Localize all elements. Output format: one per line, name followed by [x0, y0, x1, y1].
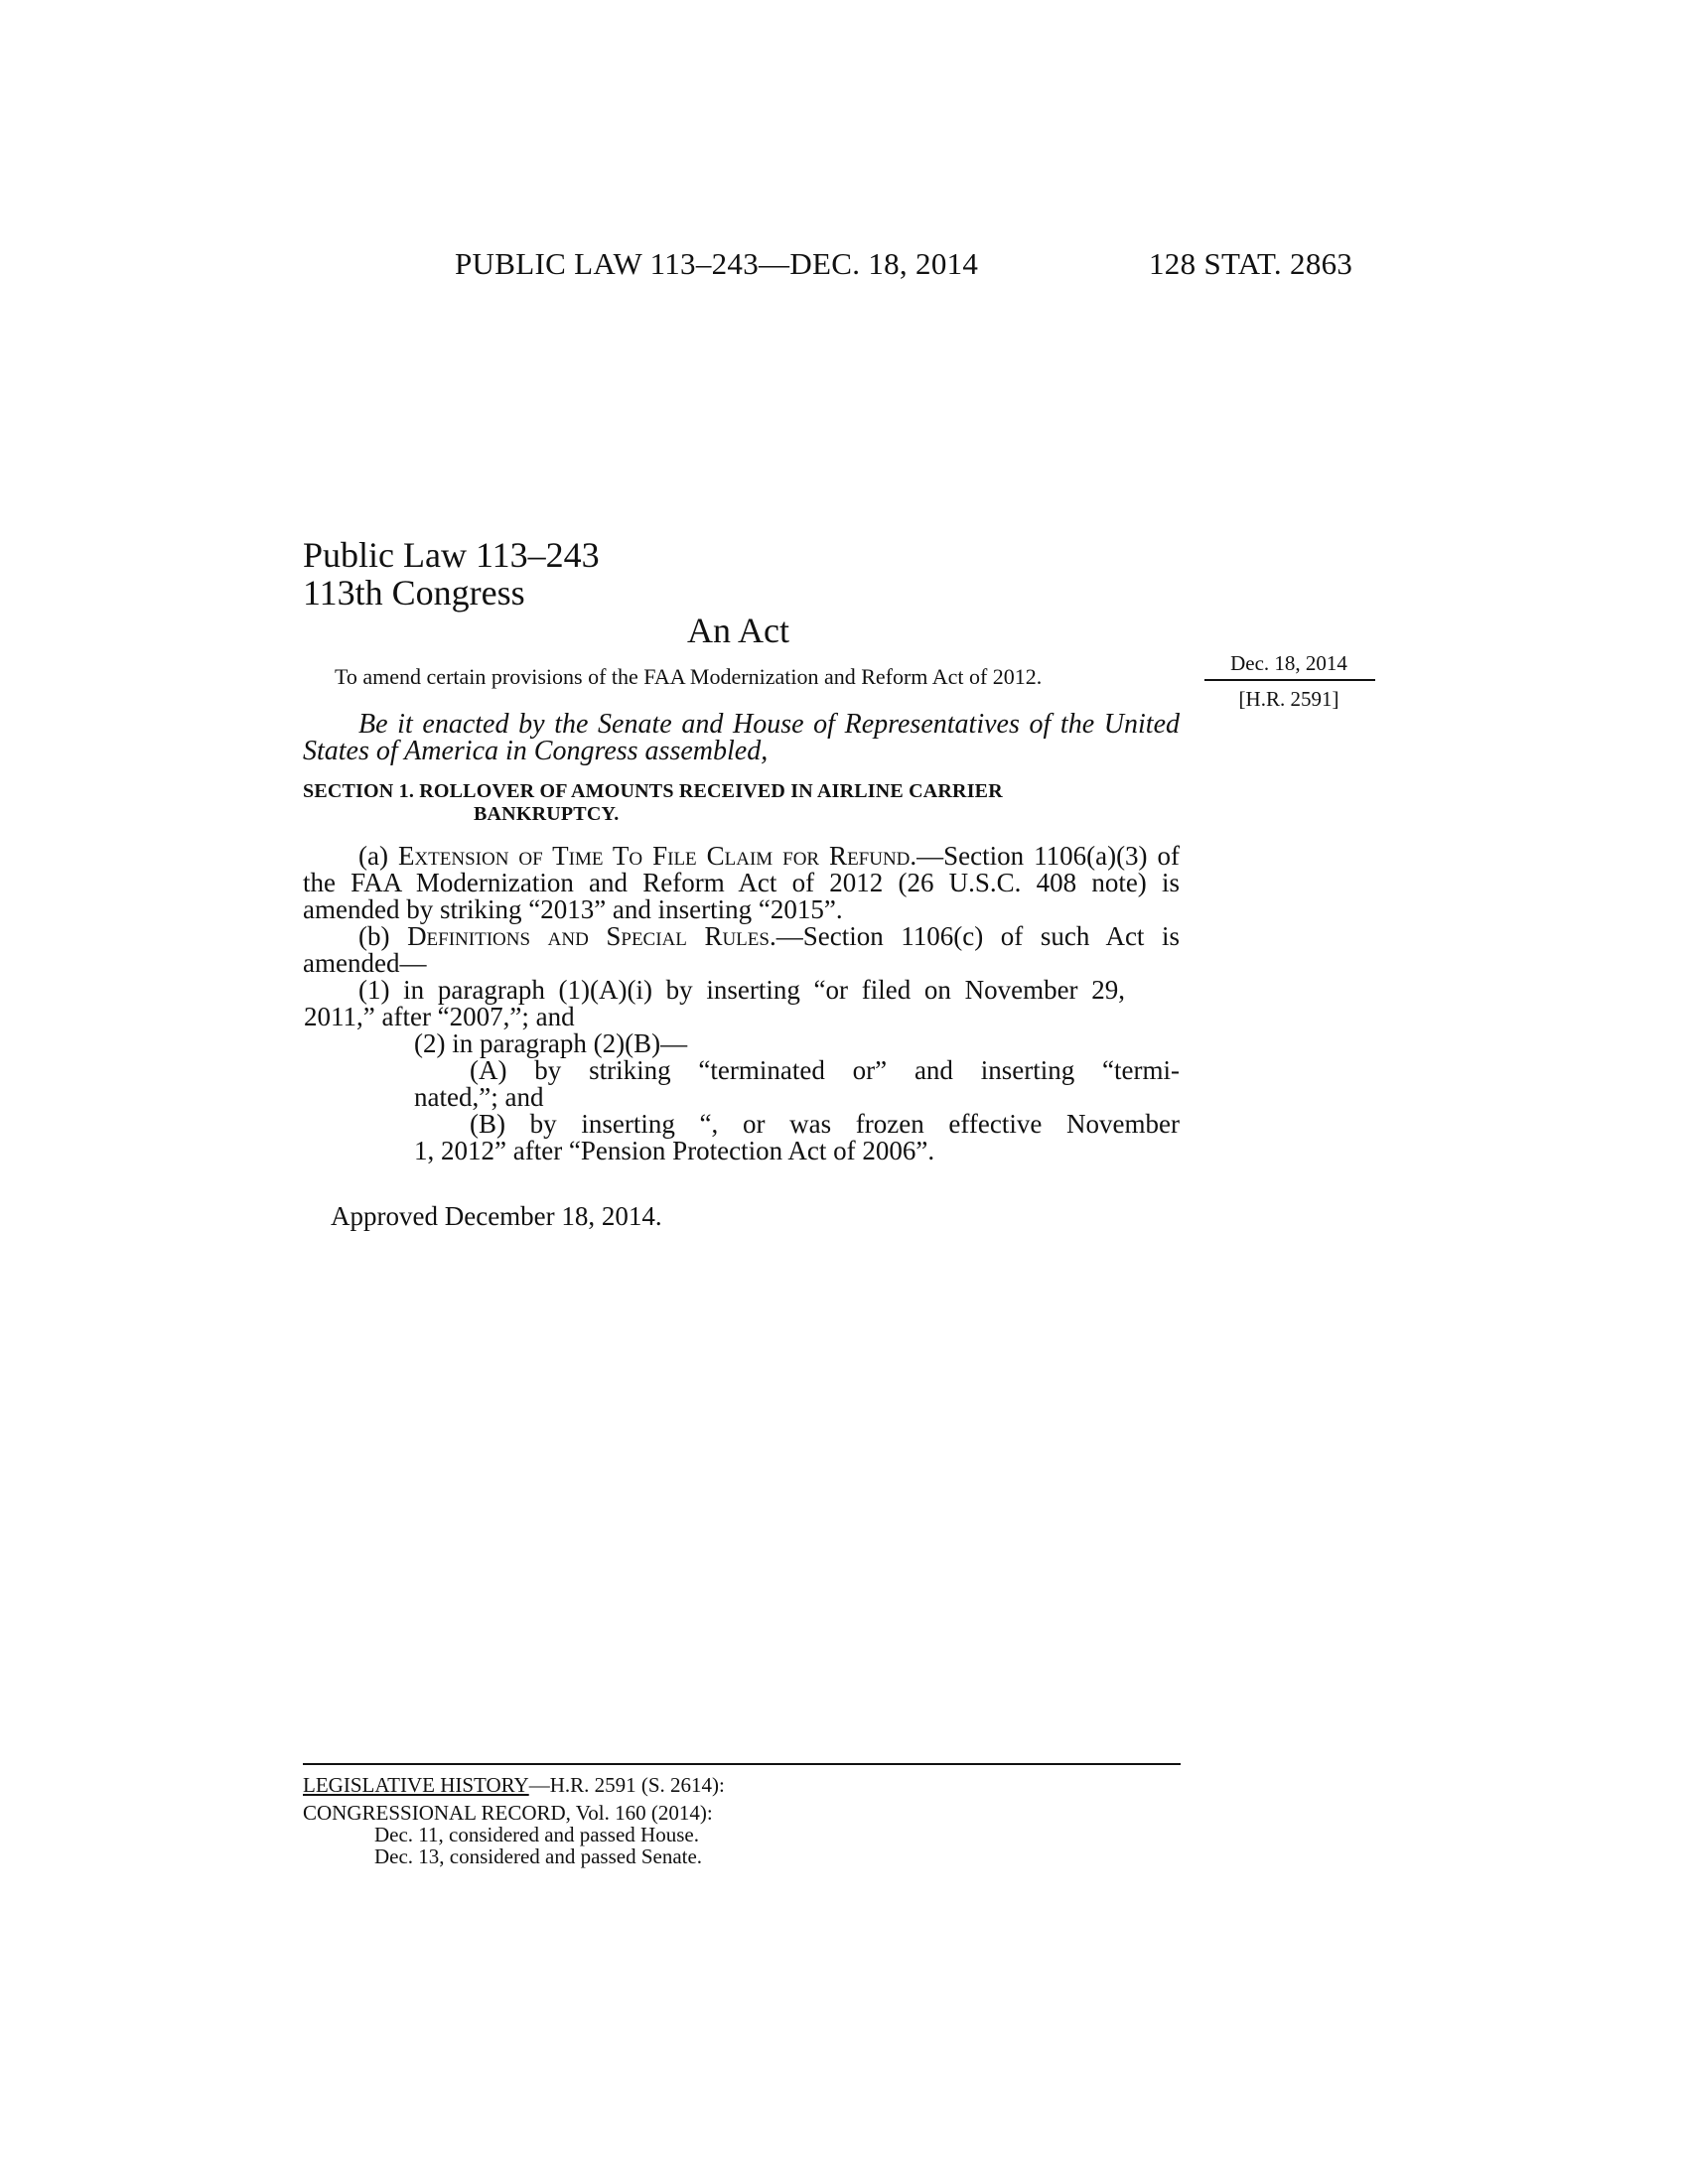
approval-date: Approved December 18, 2014.: [331, 1201, 662, 1231]
paragraph-a-caption: Extension of Time To File Claim for Refund: [397, 841, 911, 871]
subparagraph-a-line1: (A) by striking “terminated or” and inserting “termi-: [470, 1055, 1180, 1085]
paragraph-a-text: .—Section 1106(a)(3) of the FAA Modernization and Reform Act of 2012 (26 U.S.C. 408 note) is amended by striking “2013” and inserting “2015”.: [303, 841, 1180, 924]
running-header-title: PUBLIC LAW 113–243—DEC. 18, 2014: [455, 246, 979, 281]
congress-number: 113th Congress: [303, 573, 525, 613]
history-action: Dec. 11, considered and passed House.: [374, 1823, 699, 1846]
statute-page-number: 128 STAT. 2863: [1149, 246, 1353, 281]
paragraph-b: [303, 923, 1180, 977]
section-heading: [303, 780, 1180, 826]
section-heading-line2: BANKRUPTCY.: [474, 803, 620, 825]
paragraph-b-label: (b): [358, 921, 408, 951]
legislative-history-bill: —H.R. 2591 (S. 2614):: [528, 1773, 725, 1797]
paragraph-a: [303, 843, 1180, 923]
congressional-record: CONGRESSIONAL RECORD, Vol. 160 (2014):: [303, 1801, 713, 1825]
act-purpose: To amend certain provisions of the FAA Modernization and Reform Act of 2012.: [335, 664, 1043, 689]
subparagraph-b-line2: 1, 2012” after “Pension Protection Act of 2006”.: [414, 1136, 935, 1165]
act-label: An Act: [687, 611, 789, 650]
paragraph-b-caption: Definitions and Special Rules: [407, 921, 770, 951]
history-action: Dec. 13, considered and passed Senate.: [374, 1844, 703, 1868]
law-number: Public Law 113–243: [303, 535, 600, 575]
margin-note-rule: [1204, 679, 1375, 681]
margin-note-bill: [H.R. 2591]: [1238, 687, 1339, 711]
paragraph-1: (1) in paragraph (1)(A)(i) by inserting “or filed on November 29, 2011,” after “2007,”; and: [304, 975, 1125, 1031]
subparagraph-a-line2: nated,”; and: [414, 1082, 544, 1112]
margin-note-date: Dec. 18, 2014: [1230, 651, 1347, 675]
subparagraph-b-line1: (B) by inserting “, or was frozen effective November: [470, 1109, 1180, 1139]
paragraph-2: (2) in paragraph (2)(B)—: [414, 1028, 688, 1058]
paragraph-b-text: .—Section 1106(c) of such Act is amended—: [303, 921, 1181, 978]
legislative-history-label: LEGISLATIVE HISTORY: [303, 1773, 529, 1797]
section-heading-line1: SECTION 1. ROLLOVER OF AMOUNTS RECEIVED IN AIRLINE CARRIER: [303, 780, 1003, 802]
legislative-history-line: [303, 1773, 725, 1798]
paragraph-a-label: (a): [358, 841, 398, 871]
enacting-clause: Be it enacted by the Senate and House of Representatives of the United States of America in Congress assembled,: [303, 709, 1180, 766]
footer-rule: [303, 1763, 1181, 1765]
